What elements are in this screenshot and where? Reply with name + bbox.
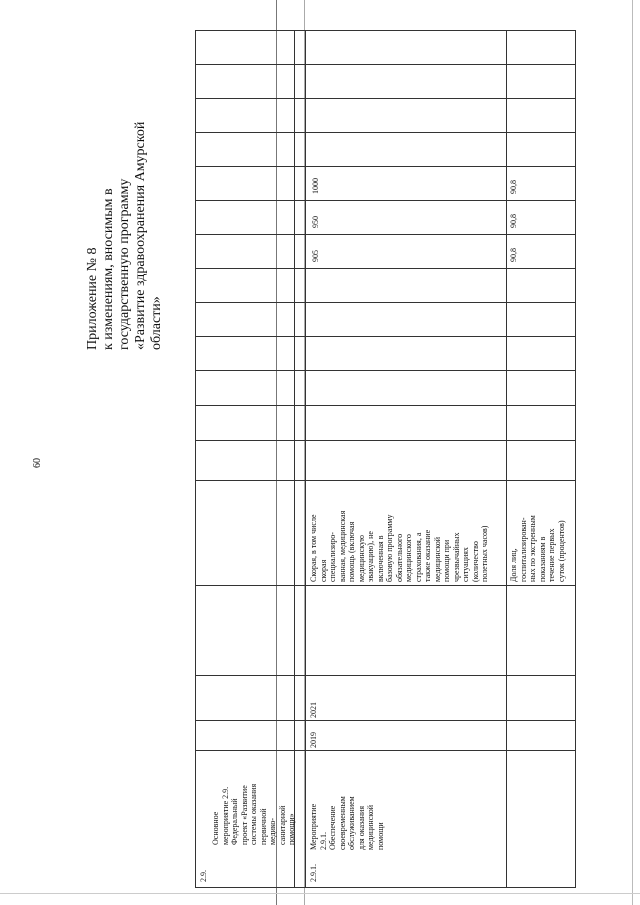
row-number: 2.9.1. [309,864,318,882]
year-start: 2019 [309,732,318,748]
column-divider [195,302,576,303]
row-divider [305,30,306,887]
page-number: 60 [32,458,43,468]
row-number: 2.9. [199,870,208,882]
column-divider [195,405,576,406]
row-name: Мероприятие 2.9.1. Обеспечение своевременным обслуживанием для оказания медицинской помощи [309,796,385,850]
appendix-line: к изменениям, вносимым в [101,188,116,350]
row-divider [506,30,507,887]
appendix-title: Приложение № 8 [85,247,100,350]
scan-edge-line [0,893,640,894]
column-divider [195,750,576,751]
year-end: 2021 [309,702,318,718]
column-divider [195,166,576,167]
scan-edge-line [632,0,633,905]
indicator-name: Доля лиц, госпитализирован- ных по экстренным показаниям в течение первых суток (процентов) [509,515,566,582]
row-divider [294,30,295,887]
indicator-value: 90,8 [509,248,518,262]
indicator-value: 1000 [311,178,320,194]
column-divider [195,675,576,676]
row-name: Основное мероприятие 2.9. Федеральный проект «Развитие системы оказания первичной медико- санитарной помощи» [211,783,296,845]
table-border [575,30,576,887]
column-divider [195,132,576,133]
column-divider [195,480,576,481]
indicator-value: 90,8 [509,214,518,228]
column-divider [195,98,576,99]
table-border [195,30,196,887]
table-border [195,30,576,31]
program-table [195,30,576,887]
appendix-header [85,50,165,350]
appendix-line: государственную программу [117,178,132,350]
table-border [195,887,576,888]
indicator-value: 905 [311,250,320,262]
column-divider [195,336,576,337]
indicator-name: Скорая, в том числе скорая специализиро- ванная, медицинская помощь (включая медицинскую эвакуацию), не включенная в базовую программу обязательного медицинского страхования, а также оказание медицинской помощи при чрезвычайных ситуациях (количество полетных часов) [309,510,489,582]
column-divider [195,234,576,235]
indicator-value: 90,8 [509,180,518,194]
column-divider [195,200,576,201]
column-divider [195,585,576,586]
appendix-line: области» [149,296,164,350]
column-divider [195,370,576,371]
column-divider [195,268,576,269]
column-divider [195,440,576,441]
column-divider [195,64,576,65]
indicator-value: 950 [311,216,320,228]
column-divider [195,720,576,721]
appendix-line: «Развитие здравоохранения Амурской [133,121,148,350]
